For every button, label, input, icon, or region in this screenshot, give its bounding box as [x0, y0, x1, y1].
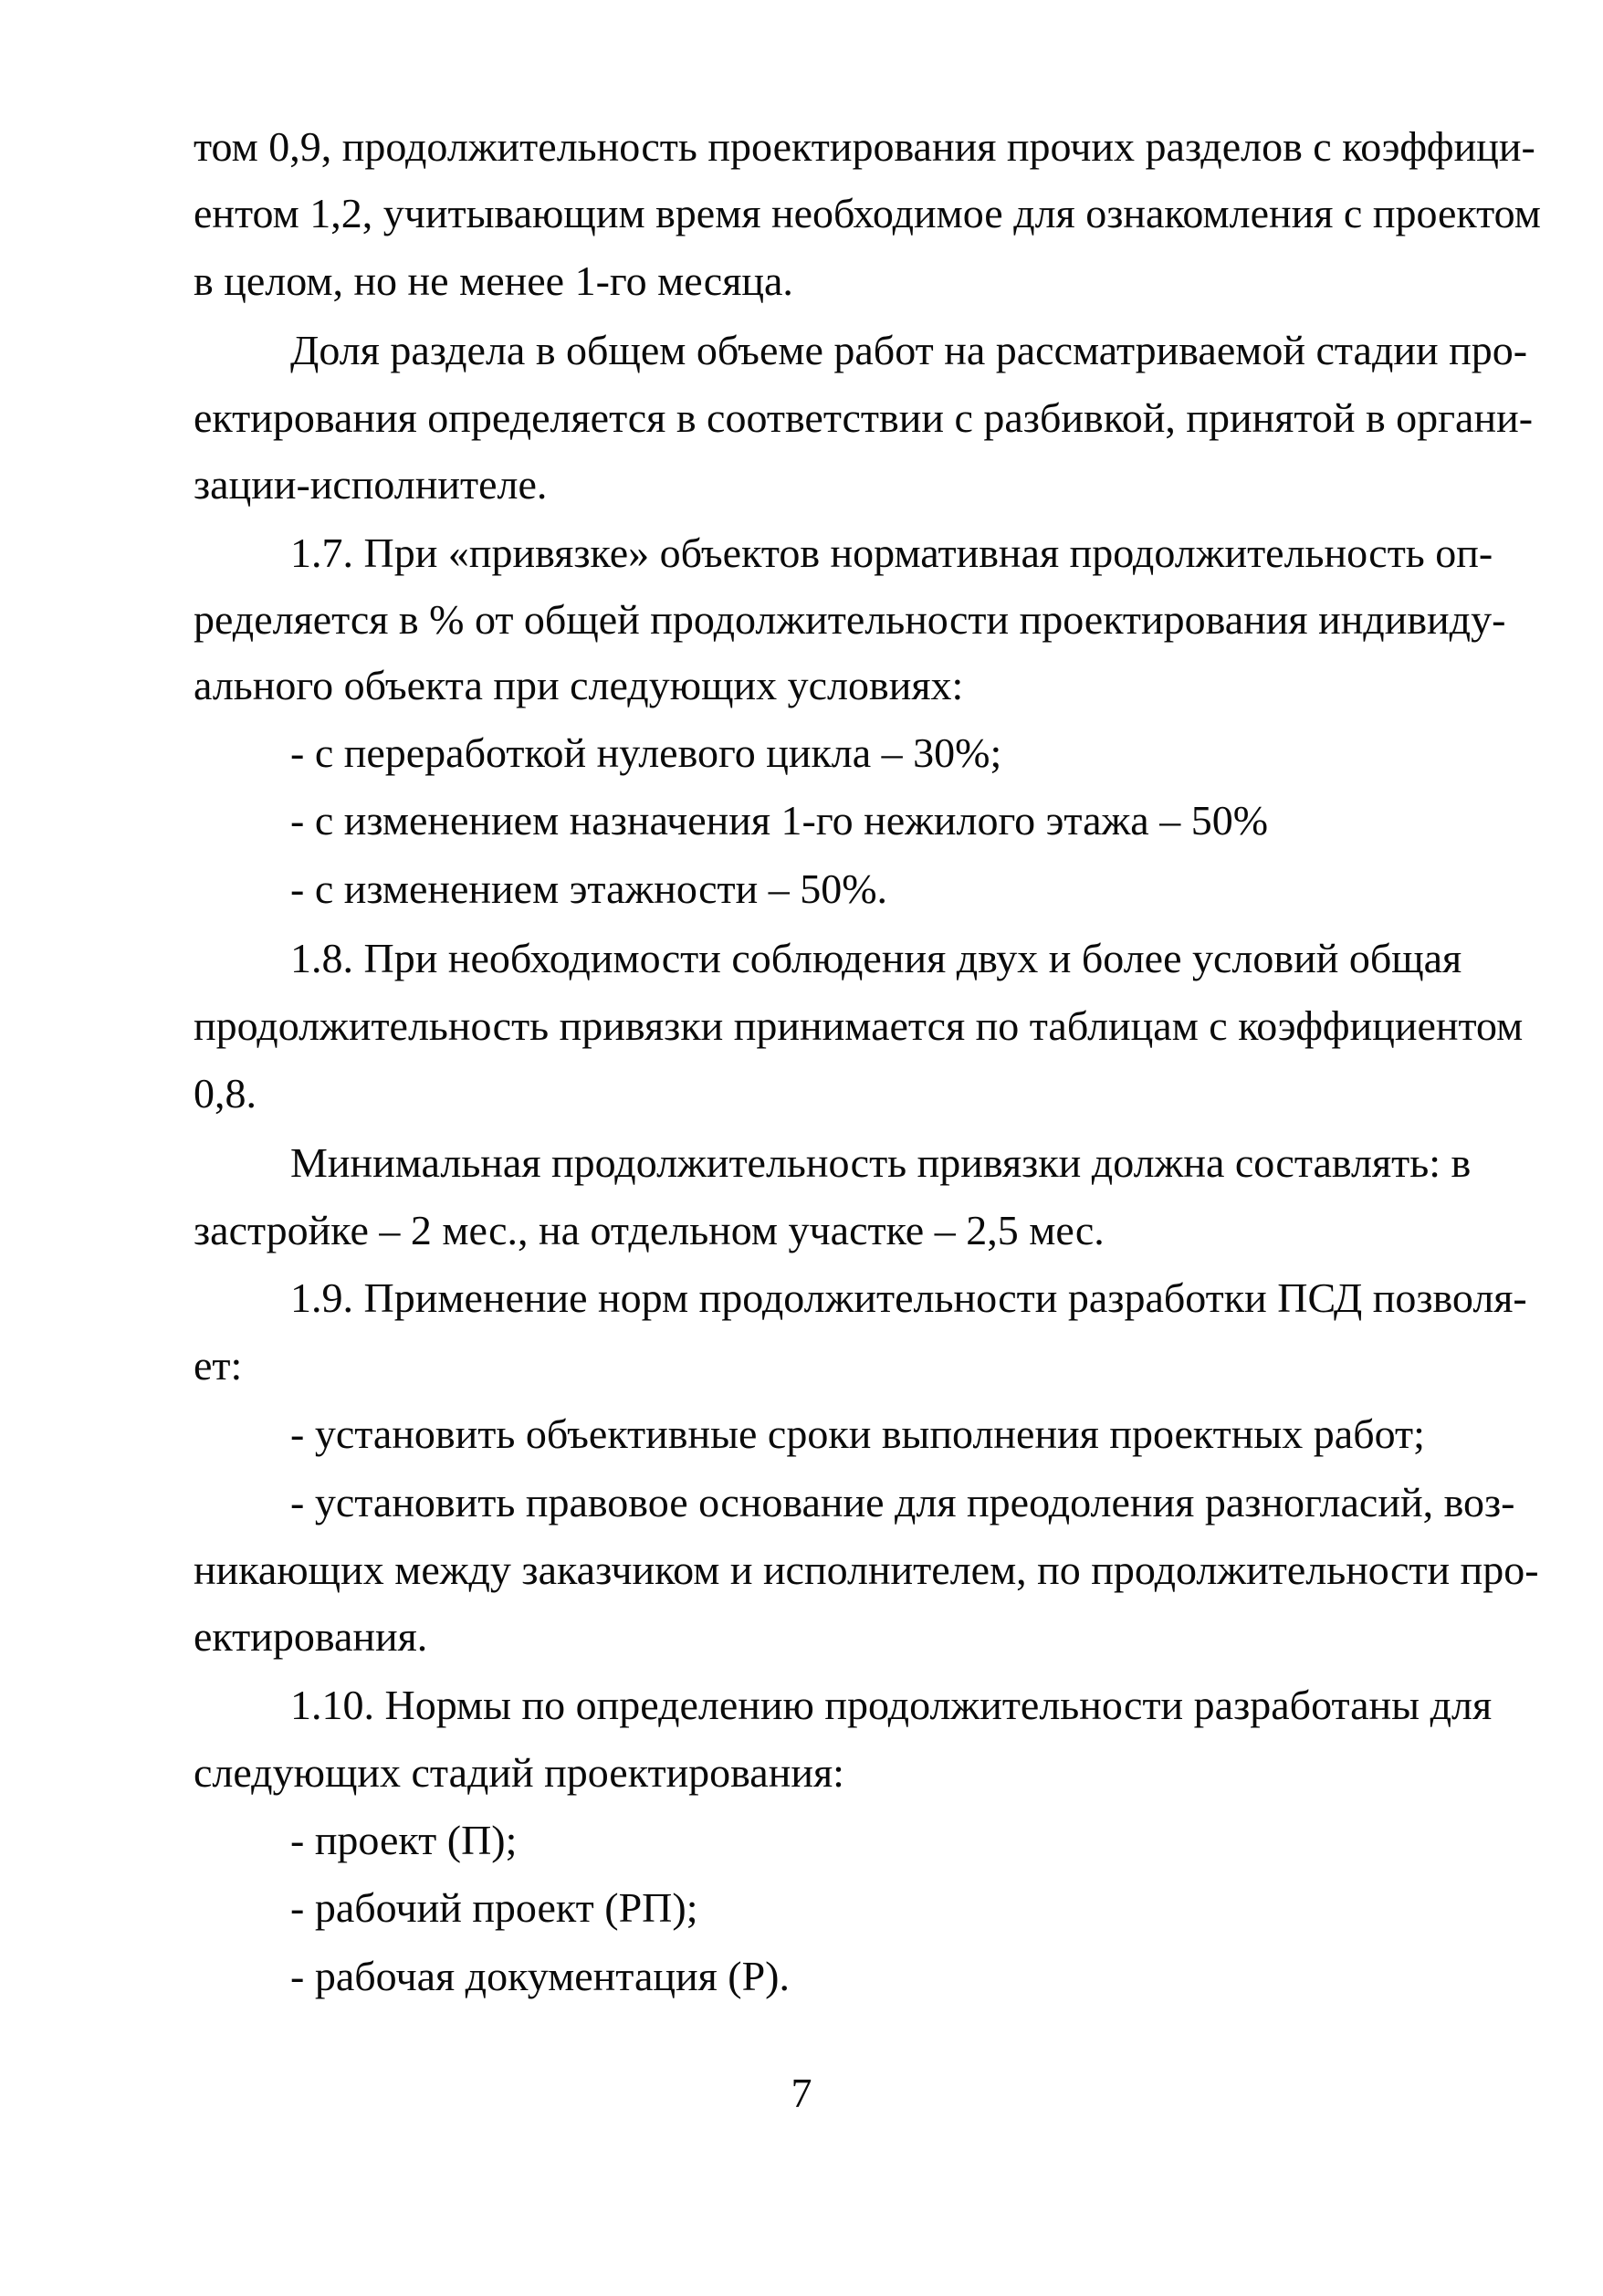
list-item: - проект (П);: [290, 1817, 518, 1863]
list-item: - с изменением этажности – 50%.: [290, 865, 888, 912]
text-line: 1.7. При «привязке» объектов нормативная продолжительность оп-: [290, 529, 1493, 576]
text-line: ектирования определяется в соответствии с разбивкой, принятой в органи-: [194, 394, 1534, 441]
text-line: следующих стадий проектирования:: [194, 1749, 844, 1796]
text-line: 0,8.: [194, 1070, 257, 1117]
text-line: застройке – 2 мес., на отдельном участке – 2,5 мес.: [194, 1207, 1105, 1253]
list-item: - установить правовое основание для преодоления разногласий, воз-: [290, 1479, 1515, 1525]
text-line: ентом 1,2, учитывающим время необходимое для ознакомления с проектом: [194, 190, 1541, 236]
text-line: ределяется в % от общей продолжительности проектирования индивиду-: [194, 596, 1506, 643]
text-line: 1.10. Нормы по определению продолжительности разработаны для: [290, 1682, 1493, 1728]
text-line: в целом, но не менее 1-го месяца.: [194, 257, 793, 304]
text-line: 1.8. При необходимости соблюдения двух и более условий общая: [290, 935, 1462, 981]
text-line: Доля раздела в общем объеме работ на рассматриваемой стадии про-: [290, 327, 1528, 373]
list-item: - рабочий проект (РП);: [290, 1884, 698, 1931]
page-number: 7: [791, 2070, 812, 2116]
text-line: ального объекта при следующих условиях:: [194, 662, 964, 708]
text-line: том 0,9, продолжительность проектирования прочих разделов с коэффици-: [194, 123, 1535, 170]
text-line: никающих между заказчиком и исполнителем, по продолжительности про-: [194, 1546, 1539, 1593]
list-item: - с переработкой нулевого цикла – 30%;: [290, 729, 1002, 776]
text-line: зации-исполнителе.: [194, 461, 548, 508]
text-line: продолжительность привязки принимается по таблицам с коэффициентом: [194, 1002, 1524, 1049]
text-line: ет:: [194, 1342, 243, 1389]
list-item: - с изменением назначения 1-го нежилого этажа – 50%: [290, 797, 1269, 844]
text-line: 1.9. Применение норм продолжительности разработки ПСД позволя-: [290, 1274, 1527, 1321]
text-line: ектирования.: [194, 1613, 428, 1660]
text-line: Минимальная продолжительность привязки должна составлять: в: [290, 1139, 1472, 1186]
list-item: - рабочая документация (Р).: [290, 1953, 790, 1999]
list-item: - установить объективные сроки выполнения проектных работ;: [290, 1410, 1425, 1457]
